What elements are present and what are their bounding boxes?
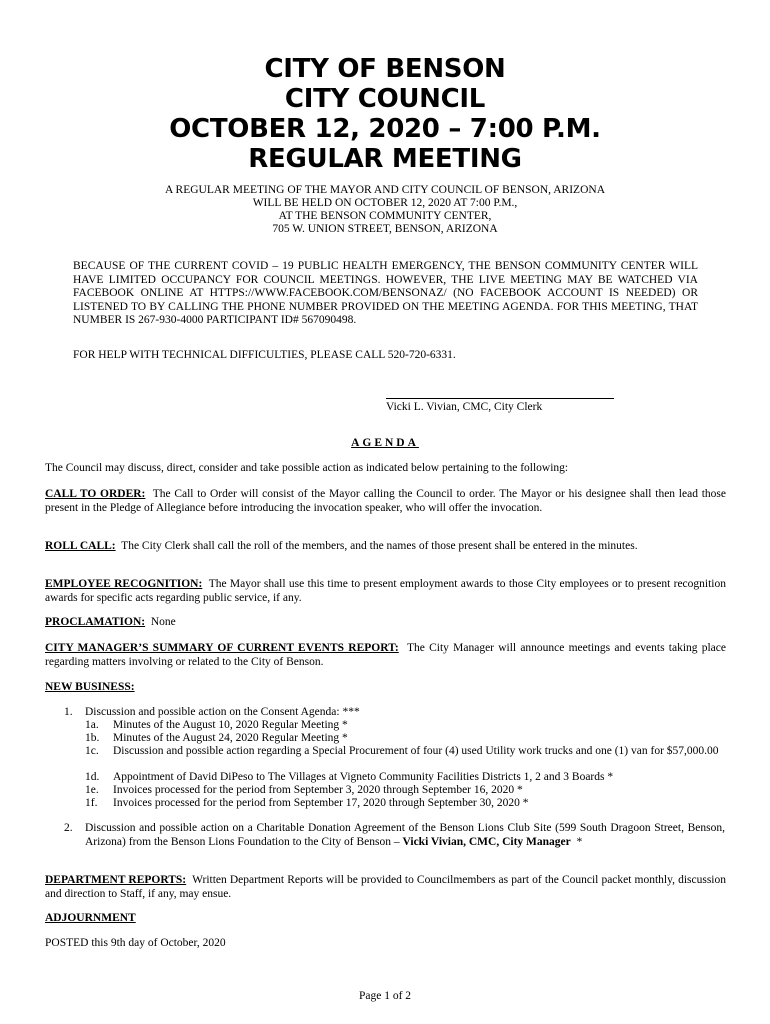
agenda-intro: The Council may discuss, direct, consider and take possible action as indicated below pertaining to the following: xyxy=(45,462,569,474)
roll-call-text: The City Clerk shall call the roll of the members, and the names of those present shall be entered in the minutes. xyxy=(121,540,638,552)
agenda-heading: AGENDA xyxy=(351,437,419,449)
covid-notice: BECAUSE OF THE CURRENT COVID – 19 PUBLIC HEALTH EMERGENCY, THE BENSON COMMUNITY CENTER WILL HAVE LIMITED OCCUPANCY FOR COUNCIL MEETINGS. HOWEVER, THE LIVE MEETING MAY BE WATCHED VIA FACEBOOK ONLINE AT HTTPS://WWW.FACEBOOK.COM/BENSONAZ/ (NO FACEBOOK ACCOUNT IS NEEDED) OR LISTENED TO BY CALLING THE PHONE NUMBER PROVIDED ON THE MEETING AGENDA. FOR THIS MEETING, THAT NUMBER IS 267-930-4000 PARTICIPANT ID# 567090498. xyxy=(73,260,698,326)
help-notice: FOR HELP WITH TECHNICAL DIFFICULTIES, PLEASE CALL 520-720-6331. xyxy=(73,349,456,361)
header-council: CITY COUNCIL xyxy=(284,84,486,114)
employee-recognition-label: EMPLOYEE RECOGNITION: xyxy=(45,578,203,590)
clerk-name: Vicki L. Vivian, CMC, City Clerk xyxy=(386,401,543,413)
proclamation-section xyxy=(45,616,726,630)
item-1-text: Discussion and possible action on the Consent Agenda: *** xyxy=(85,706,360,718)
consent-item-text: Invoices processed for the period from September 3, 2020 through September 16, 2020 * xyxy=(113,784,523,796)
item-2-section xyxy=(85,822,725,849)
department-reports-label: DEPARTMENT REPORTS: xyxy=(45,874,187,886)
item-1-number: 1. xyxy=(64,706,73,718)
item-2-number: 2. xyxy=(64,822,73,834)
signature-line xyxy=(386,398,614,399)
roll-call-section xyxy=(45,540,726,554)
consent-item-text: Invoices processed for the period from September 17, 2020 through September 30, 2020 * xyxy=(113,797,529,809)
item-2-presenter: Vicki Vivian, CMC, City Manager xyxy=(402,835,571,848)
department-reports-section xyxy=(45,874,726,901)
consent-item-number: 1e. xyxy=(85,784,99,796)
call-to-order-section xyxy=(45,488,726,515)
consent-item-text: Discussion and possible action regarding a Special Procurement of four (4) used Utility work trucks and one (1) van for $57,000.00 xyxy=(113,745,719,757)
header-city: CITY OF BENSON xyxy=(264,54,506,84)
intro-line-4: 705 W. UNION STREET, BENSON, ARIZONA xyxy=(272,223,498,235)
intro-line-1: A REGULAR MEETING OF THE MAYOR AND CITY COUNCIL OF BENSON, ARIZONA xyxy=(165,184,605,196)
item-2-text: Discussion and possible action on a Charitable Donation Agreement of the Benson Lions Club Site (599 South Dragoon Street, Benson, Arizona) from the Benson Lions Foundation to the City of Benson – xyxy=(85,822,725,848)
consent-item-text: Minutes of the August 10, 2020 Regular Meeting * xyxy=(113,719,348,731)
proclamation-text: None xyxy=(150,616,176,628)
consent-item-number: 1b. xyxy=(85,732,100,744)
proclamation-label: PROCLAMATION: xyxy=(45,616,146,628)
header-meeting-type: REGULAR MEETING xyxy=(248,144,522,174)
employee-recognition-text: The Mayor shall use this time to present employment awards to those City employees or to present recognition awards for specific acts regarding public service, if any. xyxy=(45,578,726,604)
consent-item-number: 1a. xyxy=(85,719,99,731)
item-2-asterisk: * xyxy=(576,835,583,848)
consent-item-text: Appointment of David DiPeso to The Villages at Vigneto Community Facilities Districts 1, 2 and 3 Boards * xyxy=(113,771,614,783)
consent-item-text: Minutes of the August 24, 2020 Regular Meeting * xyxy=(113,732,348,744)
header-date: OCTOBER 12, 2020 – 7:00 P.M. xyxy=(169,114,601,144)
employee-recognition-section xyxy=(45,578,726,605)
posted-date: POSTED this 9th day of October, 2020 xyxy=(45,937,226,949)
department-reports-text: Written Department Reports will be provided to Councilmembers as part of the Council packet monthly, discussion and direction to Staff, if any, may ensue. xyxy=(45,874,726,900)
roll-call-label: ROLL CALL: xyxy=(45,540,116,552)
consent-item-number: 1d. xyxy=(85,771,100,783)
consent-item-number: 1c. xyxy=(85,745,99,757)
consent-item-number: 1f. xyxy=(85,797,98,809)
intro-line-2: WILL BE HELD ON OCTOBER 12, 2020 AT 7:00 P.M., xyxy=(252,197,518,209)
city-manager-label: CITY MANAGER’S SUMMARY OF CURRENT EVENTS REPORT: xyxy=(45,642,399,654)
page-number: Page 1 of 2 xyxy=(358,990,412,1002)
new-business-label: NEW BUSINESS: xyxy=(45,681,135,693)
call-to-order-label: CALL TO ORDER: xyxy=(45,488,146,500)
call-to-order-text: The Call to Order will consist of the Mayor calling the Council to order. The Mayor or his designee shall then lead those present in the Pledge of Allegiance before introducing the invocation speaker, who will offer the invocation. xyxy=(45,488,726,514)
intro-line-3: AT THE BENSON COMMUNITY CENTER, xyxy=(278,210,492,222)
city-manager-section xyxy=(45,642,726,669)
adjournment-label: ADJOURNMENT xyxy=(45,912,136,924)
city-manager-text: The City Manager will announce meetings and events taking place regarding matters involving or related to the City of Benson. xyxy=(45,642,726,668)
